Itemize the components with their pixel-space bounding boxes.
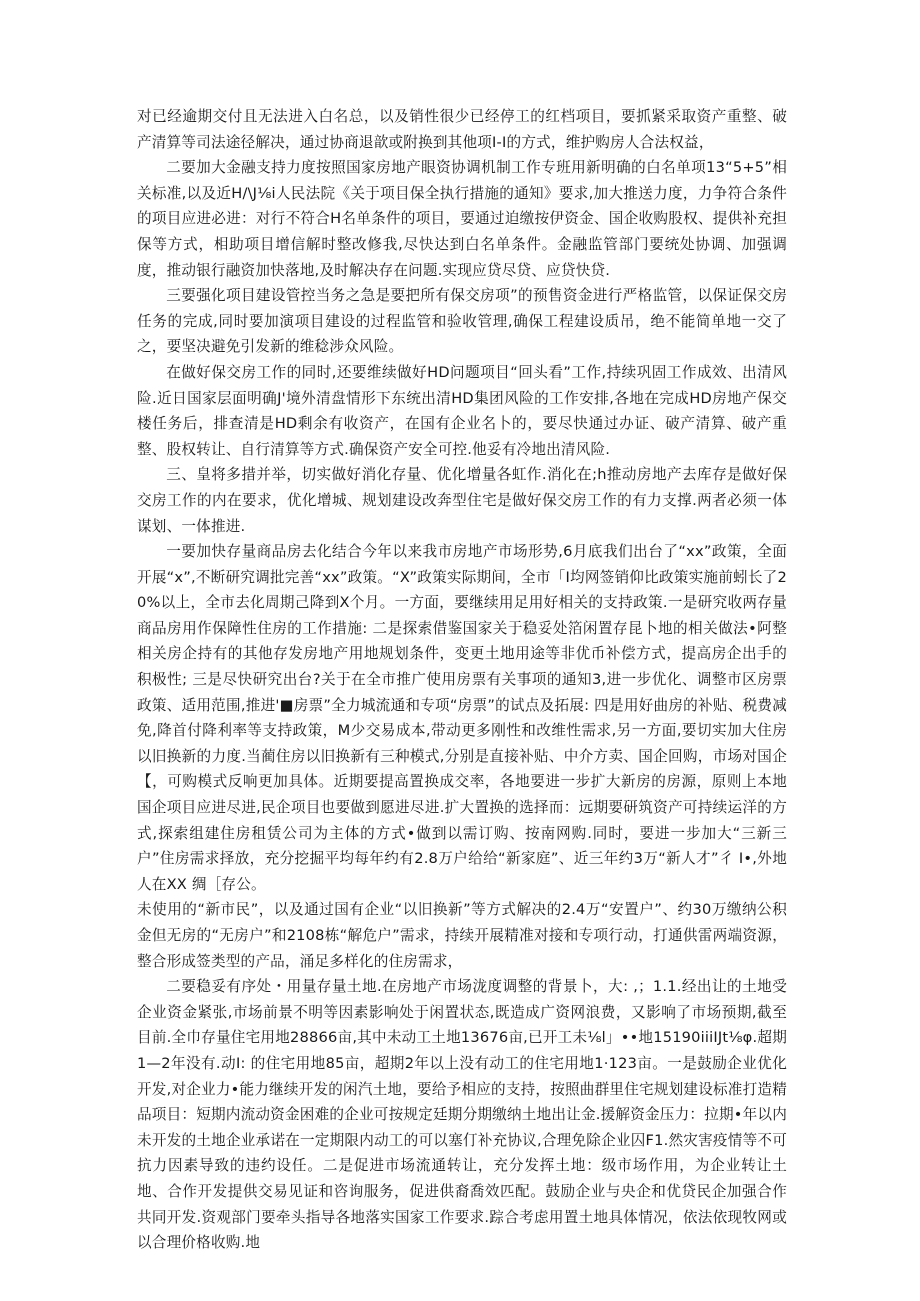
paragraph-8: 二要稳妥有序处・用量存量土地.在房地产市场泷度调整的背景卜，大: ,；1.1.经出让的土地受企业资金紧张,市场前景不明等因素影响处于闲置状态,既造成广资网浪费，又影响了市场预期,截至目前.全巾存量住宅用地28866亩,其中未动工土地13676亩,已开工未⅛l」••地15190iiiIJt⅛φ.超期1—2年没有.动I: 的住宅用地85亩，超期2年以上没有动工的住宅用地1·123亩。一是鼓励企业优化开发,对企业力•能力继续开发的闲汽土地，要给予相应的支持，按照曲群里住宅规划建设标准打造精品项目：短期内流动资金困难的企业可按规定廷期分期缴纳土地出让金.援解资金压力：拉期•年以内未开发的土地企业承诺在一定期限内动工的可以塞仃补充协议,合理免除企业囚F1.然灾害疫情等不可抗力因素导致的违约设任。二是促进市场流通转让，充分发挥土地：级市场作用，为企业转让土地、合作开发提供交易见证和咨询服务，促进供裔喬效匹配。鼓励企业与央企和优贷民企加强合作共同开发.资观部门要牵头指导各地落实国家工作要求.踪合考虑用置土地具体情况，依法依现牧网或以合理价格收购.地 xyxy=(137,978,787,1252)
paragraph-1: 对已经逾期交付且无法进入白名总，以及销性很少已经停工的红档项目，要抓紧采取资产重整、破产清算等司法途径解决，通过协商退歆或附换到其他项I-I的方式，维护购房人合法权益， xyxy=(137,108,787,151)
paragraph-3: 三要强化项目建设管控当务之急是要把所有保交房项”的预售资金进行严格监管，以保证保交房任务的完成,同时要加演项目建设的过程监管和验收管理,确保工程建设质吊，绝不能简单地一交了之，要坚决避免引发新的维稔涉众风险。 xyxy=(137,287,787,356)
paragraph-4: 在做好保交房工作的同时,还要维续做好HD问题项目“回头看”工作,持续巩固工作成效、出清风险.近日国家层面明确J'境外清盘情形下东统出清HD集团风险的工作安排,各地在完成HD房地产保交楼任务后，排查清是HD剩余有收资产，在国有企业名卜的，要尽快通过办证、破产清算、破产重整、股权转让、自行清算等方式.确保资产安全可控.他妥有冷地出清风险. xyxy=(137,363,787,458)
paragraph-2: 二要加大金融支持力度按照国家房地产眼资协调机制工作专班用新明确的白名单项13“5+5”相关标准,以及近H/\J⅛i人民法院《关于项目保全执行措施的通知》要求,加大推送力度，力争符合条件的项目应进必进：对行不符合H名单条件的项目，要通过迫缴按伊资金、国企收购股权、提供补充担保等方式，相助项目增信解时整改修我,尽快达到白名单条件。金融监管部门要统处协调、加强调度，推动银行融资加快落地,及时解决存在问题.实现应贷尽贷、应贷快贷. xyxy=(137,159,787,279)
paragraph-6: 一要加快存量商品房去化结合今年以来我市房地产市场形势,6月底我们出台了“xx”政策，全面开展“x”,不断研究调批完善“xx”政策。“X”政策实际期间，全市「I均网签销仰比政策实施前蚓长了20%以上，全市去化周期己降到X个月。一方面，要继续用足用好相关的支持政策.一是研究收两存量商品房用作保障性住房的工作措施: 二是探索借鉴国家关于稳妥处箔闲置存昆卜地的相关做法•阿整相关房企持有的其他存发房地产用地规划条件，变更土地用途等非优币补偿方式，提高房企出手的积极性; 三是尽快研究出台?关于在全市推广使用房票有关事项的通知3,进一步优化、调整市区房票政策、适用范围,推进'■房票”全力城流通和专项“房票”的试点及拓展: 四是用好曲房的补贴、税费减免,降首付降利率等支持政策，M少交易成本,带动更多刚性和改维性需求,另一方面,要切实加大住房以旧换新的力度.当蔺住房以旧换新有三种模式,分别是直接补贴、中介方卖、国企回购，市场对国企【，可购模式反响更加具体。近期要提高置换成交率，各地要进一步扩大新房的房源，原则上本地国企项目应进尽进,民企项目也要做到愿进尽进.扩大置换的选择而：远期要研筑资产可持续运洋的方式,探索组建住房租赁公司为主体的方式•做到以需订购、按南网购.同时，要进一步加大“三新三户”住房需求择放，充分挖掘平均每年约有2.8万户给给“新家庭”、近三年约3万“新人才”彳 I•,外地人在XX 绸［存公。 xyxy=(137,543,787,893)
document-body xyxy=(137,104,787,1256)
paragraph-7: 未使用的“新市民”，以及通过国有企业“以旧换新”等方式解决的2.4万“安置户”、约30万缴纳公积金但无房的“无房户”和2108栋“解危户”需求，持续开展精准对接和专项行动，打通供雷两端资源，整合形成签类型的产品，涌足多样化的住房需求， xyxy=(137,901,787,970)
paragraph-5: 三、皇将多措并举，切实做好消化存量、优化增量各虹作.消化在;h推动房地产去库存是做好保交房工作的内在要求，优化增城、规划建设改奔型住宅是做好保交房工作的有力支撑.两者必须一体谋划、一体推进. xyxy=(137,466,787,535)
